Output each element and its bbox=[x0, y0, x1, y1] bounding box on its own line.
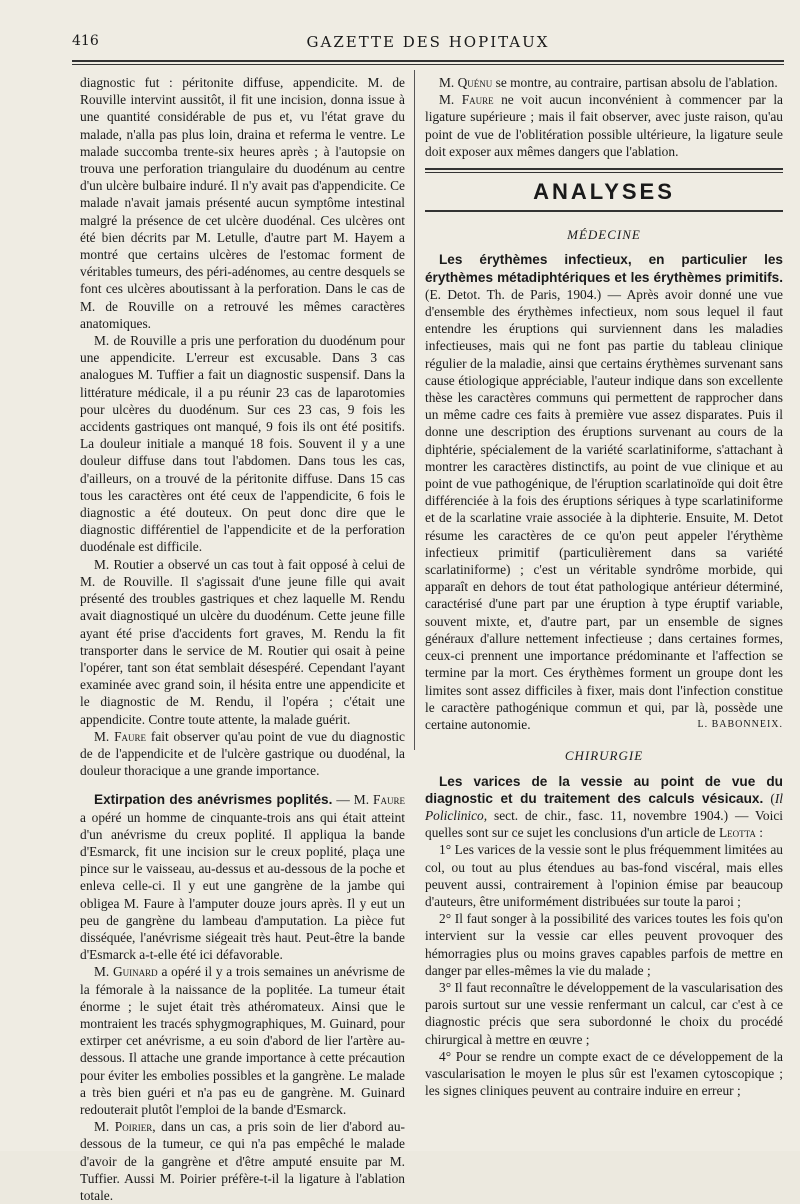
section-rule bbox=[425, 210, 783, 212]
paragraph bbox=[80, 1118, 405, 1204]
page-header bbox=[72, 33, 784, 57]
speaker-name: M. Guinard bbox=[94, 964, 158, 980]
list-item: 4° Pour se rendre un compte exact de ce développement de la vascularisation le moyen le plus sûr est l'examen cytoscopique ; les signes cliniques peuvent au contraire induire en erreur ; bbox=[425, 1048, 783, 1099]
paragraph-text: ne voit aucun inconvénient à commencer par la ligature supérieure ; mais il fait observer, avec juste raison, qu'au point de vue de l'oblitération possible ultérieure, la ligature seule doit exposer aux mêmes dangers que l'ablation. bbox=[425, 92, 783, 159]
right-column bbox=[425, 74, 783, 1099]
subsection-chirurgie: CHIRURGIE bbox=[564, 748, 644, 764]
journal-name: Il Policlinico, bbox=[425, 790, 783, 823]
paragraph-text: fait observer qu'au point de vue du diagnostic de de l'appendicite et de l'ulcère gastrique ou duodénal, la douleur thoracique a une grande importance. bbox=[80, 728, 405, 779]
article-title: Les érythèmes infectieux, en particulier les érythèmes métadiphtériques et les érythèmes primitifs. bbox=[425, 252, 783, 285]
article-title: Les varices de la vessie au point de vue du diagnostic et du traitement des calculs vésicaux. bbox=[425, 773, 783, 806]
article-citation: : bbox=[755, 825, 763, 841]
paragraph-text: se montre, au contraire, partisan absolu de l'ablation. bbox=[492, 75, 778, 90]
paragraph: M. de Rouville a pris une perforation du duodénum pour une appendicite. L'erreur est excusable. Dans 3 cas analogues M. Tuffier a fait un diagnostic suspensif. Dans la littérature médicale, il a pu réunir 23 cas de laparotomies pour ulcères du duodénum. Sur ces 23 cas, 9 fois les accidents gastriques ont manqué, 9 fois ils ont été positifs. La douleur initiale a manqué 18 fois. Souvent il y a une douleur diffuse dans tout l'abdomen. Dans tous les cas, d'ailleurs, on a trouvé de la péritonite diffuse. Dans 15 cas tous les caractères ont été ceux de l'appendicite, 6 fois le diagnostic a été douteux. On peut donc dire que le diagnostic différentiel de l'appendicite et de la perforation duodénale est difficile. bbox=[80, 333, 405, 555]
header-rule-thin bbox=[72, 64, 784, 65]
column-separator bbox=[414, 70, 415, 750]
paragraph: M. Routier a observé un cas tout à fait opposé à celui de M. de Rouville. Il s'agissait d'une jeune fille qui avait présenté des troubles gastriques et chez laquelle M. Rendu avait diagnostiqué un ulcère du duodénum. Cette jeune fille ayant été prise d'accidents fort graves, M. Rendu la fit transporter dans le service de M. Routier qui osait à peine l'opérer, tant son état semblait désespéré. Cependant l'ayant examinée avec grand soin, il hésita entre une appendicite et le diagnostic de M. Rendu, il l'opéra ; c'était une appendicite. Contre toute attente, la malade guérit. bbox=[80, 556, 405, 727]
paragraph: diagnostic fut : péritonite diffuse, appendicite. M. de Rouville intervint aussitôt, il fit une incision, donna issue à une quantité considérable de pus et, vu l'état grave du malade, n'alla pas plus loin, draina et referma le ventre. Le malade succomba trente-six heures après ; à l'autopsie on trouva une perforation triangulaire du duodénum au centre d'un ulcère bulbaire induré. Il n'y avait pas d'appendicite. Ce malade n'avait jamais présenté aucun symptôme intestinal malgré la présence de cet ulcère duodénal. Ces ulcères ont été bien décrits par M. Letulle, d'autre part M. Hayem a montré que certains ulcères de l'estomac forment de véritables tumeurs, des péri-adénomes, au centre desquels se font ces ulcères aboutissant à la perforation. Dans le cas de M. de Rouville on a retrouvé les mêmes caractères anatomiques. bbox=[80, 75, 405, 331]
paragraph-text: a opéré il y a trois semaines un anévrisme de la fémorale à la naissance de la poplitée. La tumeur était énorme ; le sujet était très athéromateux. Ainsi que le montraient les tracés sphygmographiques, M. Guinard, pour extirper cet anévrisme, a eu soin d'abord de lier l'artère au-dessous. Il attache une grande importance à cette précaution pour éviter les embolies possibles et la gangrène. Le malade a très bien guéri et n'a pas eu de gangrène. M. Guinard redouterait plutôt l'emploi de la bande d'Esmarck. bbox=[80, 964, 405, 1117]
speaker-name: M. Quénu bbox=[439, 75, 493, 90]
paragraph bbox=[80, 791, 405, 963]
section-rule-thin bbox=[425, 172, 783, 173]
author-name: Leotta bbox=[718, 825, 756, 841]
list-item: 3° Il faut reconnaître le développement de la vascularisation des parois surtout sur une vessie renfermant un calcul, car c'est à ce diagnostic précis que sera subordonné le choix du procédé chirurgical à mettre en œuvre ; bbox=[425, 979, 783, 1047]
journal-title: GAZETTE DES HOPITAUX bbox=[306, 33, 550, 51]
list-item: 1° Les varices de la vessie sont le plus fréquemment limitées au col, ou tout au plus étendues au bas-fond viscéral, mais elles peuvent aussi, contrairement à l'opinion émise par beaucoup d'auteurs, être uniformément distribuées sur toute la paroi ; bbox=[425, 842, 783, 909]
author-signature: L. BABONNEIX. bbox=[697, 719, 783, 731]
paragraph-text: — M. bbox=[332, 792, 374, 808]
header-rule bbox=[72, 60, 784, 62]
paragraph bbox=[425, 74, 783, 91]
article bbox=[425, 251, 783, 733]
page-number: 416 bbox=[72, 33, 99, 49]
article bbox=[425, 773, 783, 842]
section-rule bbox=[425, 168, 783, 170]
article-citation: (E. Detot. Th. de Paris, 1904.) — bbox=[425, 286, 627, 302]
list-item: 2° Il faut songer à la possibilité des varices toutes les fois qu'on intervient sur la vessie car elles peuvent provoquer des hémorragies plus ou moins graves capables parfois de mettre en danger par elles-mêmes la vie du malade ; bbox=[425, 911, 783, 978]
article-citation: ( bbox=[763, 790, 775, 806]
paragraph bbox=[80, 728, 405, 780]
article-citation: sect. de chir., fasc. 11, novembre 1904.) — Voici quelles sont sur ce sujet les conclusions d'un article de bbox=[425, 807, 783, 841]
speaker-name: M. Faure bbox=[439, 92, 494, 108]
article-text: Après avoir donné une vue d'ensemble des érythèmes infectieux, nom sous lequel il faut entendre les éruptions qui surviennent dans les maladies infectieuses, mais qui ne font pas partie du tableau clinique régulier de la maladie, ainsi que certains érythèmes survenant sans cause étiologique appréciable, l'auteur indique dans son excellente thèse les caractères communs qui permettent de rapprocher dans un même cadre ces faits à première vue assez disparates. Puis il donne une description des éruptions survenant au cours de la diphtérie, spécialement de la variété scarlatiniforme, s'attachant à montrer les caractères distinctifs, au point de vue clinique et au point de vue pathogénique, de l'éruption scarlatinoïde qui doit être différenciée à la fois des éruptions sériques à type scarlatiniforme et de la scarlatine vraie associée à la diphterie. Ensuite, M. Detot résume les caractères de ce qu'on peut appeler l'érythème infectieux primitif (particulièrement dans sa variété scarlatiniforme) ; c'est un véritable syndrôme morbide, qui apparaît en dehors de tout état pathologique antérieur déterminé, caractérisé d'une part par une éruption à type éruptif variable, souvent mixte, et, d'autre part, par un ensemble de signes généraux d'allure nettement infectieuse ; dans certaines formes, ceux-ci prennent une importance prédominante et l'affection se termine par la mort. Ces érythèmes forment un groupe dont les limites sont assez difficiles à fixer, mais dont l'infection constitue le caractère pathogénique commun et qui, par là, possède une certaine autonomie. bbox=[425, 286, 783, 732]
left-column bbox=[80, 74, 405, 1204]
article-title: Extirpation des anévrismes poplités. bbox=[94, 792, 333, 808]
speaker-name: Faure bbox=[373, 792, 405, 808]
paragraph-text: , dans un cas, a pris soin de lier d'abord au-dessous de la tumeur, ce qui n'a pas empêché le malade d'avoir de la gangrène et d'être amputé ensuite par M. Tuffier. Aussi M. Poirier préfère-t-il la ligature à l'ablation totale. bbox=[80, 1119, 406, 1203]
section-title: ANALYSES bbox=[533, 179, 675, 205]
speaker-name: M. Poirier bbox=[94, 1119, 153, 1135]
speaker-name: M. Faure bbox=[94, 728, 147, 744]
paragraph bbox=[80, 963, 405, 1118]
paragraph-text: a opéré un homme de cinquante-trois ans qui était atteint d'un anévrisme du creux poplité. Il appliqua la bande d'Esmarck, fit une incision sur le creux poplité, plaça une pince sur le vaisseau, au-dessus et au-dessous de la poche et enleva celle-ci. Il y eut une gangrène de la jambe qui obligea M. Faure à l'amputer douze jours après. Il y eut un peu de gangrène du lambeau d'amputation. La pièce fut disséquée, l'anévrisme siégeait très haut. Peut-être la bande d'Esmarck a-t-elle été ici défavorable. bbox=[80, 809, 405, 963]
subsection-medecine: MÉDECINE bbox=[567, 227, 641, 243]
paragraph bbox=[425, 91, 783, 160]
